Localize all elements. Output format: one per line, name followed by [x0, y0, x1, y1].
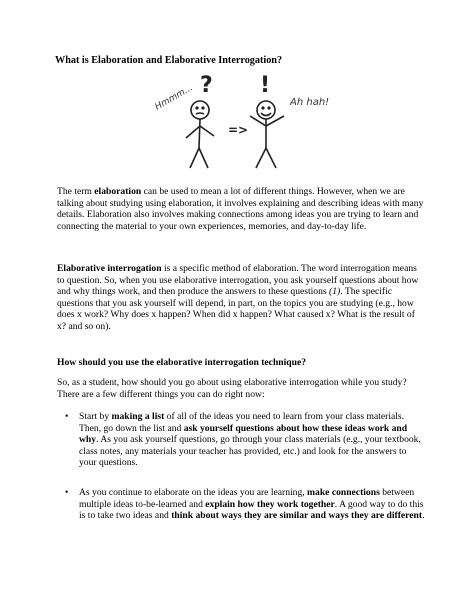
bold-text: think about ways they are similar and ways they are different — [171, 510, 423, 522]
bullet-icon: • — [65, 487, 69, 498]
question-mark-icon: ? — [200, 73, 213, 98]
text: . A good way to do this is to take two ideas and — [79, 498, 424, 522]
bold-text: ask yourself questions about how these ideas work and why — [79, 422, 408, 446]
paragraph-elaborative-interrogation — [57, 263, 425, 333]
right-stick-figure — [250, 101, 284, 168]
paragraph-elaboration — [57, 186, 425, 232]
term-elaboration: elaboration — [94, 186, 142, 197]
bold-text: explain how they work together — [205, 498, 335, 510]
arrow-icon: => — [228, 123, 249, 137]
text: . The specific questions that you ask yourself will depend, in part, on the topics you are studying (e.g., how does x work? Why does x happen? When did x happen? What caused x? What is the result of x? and so on). — [57, 286, 415, 332]
exclamation-mark-icon: ! — [260, 73, 271, 98]
bullet-list — [57, 411, 425, 469]
bold-text: make connections — [307, 487, 380, 498]
bullet-list — [57, 487, 425, 522]
text: between multiple ideas to-be-learned and — [79, 487, 415, 510]
text: can be used to mean a lot of different things. However, when we are talking about studying using elaboration, it involves explaining and describing ideas with many details. Elaboration also involves making connections among ideas you are trying to learn and connecting the material to your own experiences, memories, and day-to-day life. — [57, 186, 424, 232]
term-elaborative-interrogation: Elaborative interrogation — [57, 263, 162, 274]
speech-right: Ah hah! — [290, 97, 330, 108]
paragraph-how-to: So, as a student, how should you go about using elaborative interrogation while you study? There are a few different things you can do right now: — [57, 377, 407, 400]
text: is a specific method of elaboration. The word interrogation means to question. So, when you use elaborative interrogation, you ask yourself questions about how and why things work, and then produce the answers to these questions — [57, 263, 419, 298]
text: . — [422, 510, 425, 522]
text: The term — [57, 186, 95, 197]
text: As you continue to elaborate on the ideas you are learning, — [79, 487, 308, 498]
list-item — [57, 487, 425, 522]
bold-text: making a list — [111, 411, 165, 422]
text: Start by — [79, 411, 112, 422]
bullet-icon: • — [65, 411, 69, 422]
stick-figure-illustration — [142, 70, 332, 175]
list-item — [57, 411, 425, 469]
section-heading: How should you use the elaborative interrogation technique? — [57, 357, 307, 368]
stick-figure-drawing — [142, 70, 332, 175]
citation: (1) — [329, 286, 341, 298]
text: . As you ask yourself questions, go through your class materials (e.g., your textbook, class notes, any materials your teacher has provided, etc.) and look for the answers to your questions. — [79, 434, 421, 469]
page-title: What is Elaboration and Elaborative Interrogation? — [55, 55, 283, 66]
text: of all of the ideas you need to learn from your class materials. Then, go down the list and — [79, 411, 405, 434]
speech-left: Hmmm... — [153, 83, 195, 113]
left-stick-figure — [186, 101, 214, 168]
